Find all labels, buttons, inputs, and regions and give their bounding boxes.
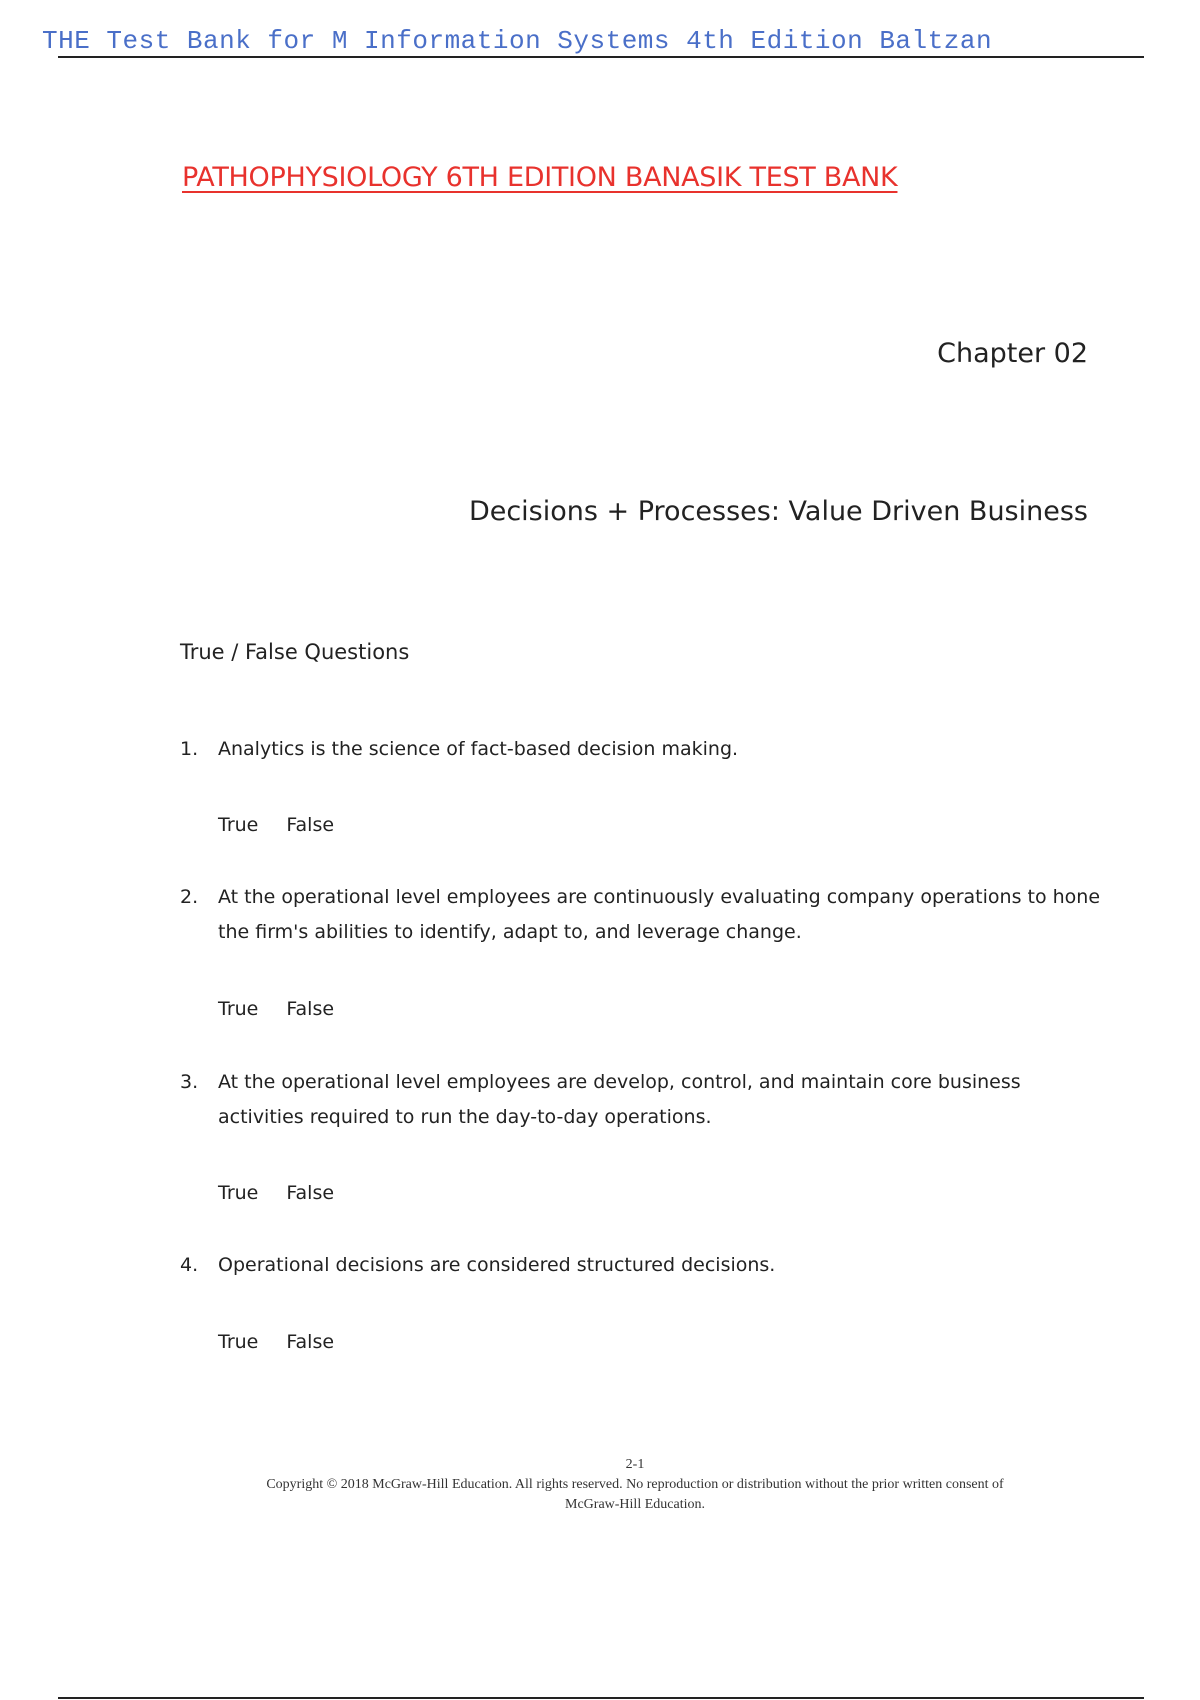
answer-true: True [218, 1182, 259, 1204]
chapter-number: Chapter 02 [937, 338, 1088, 369]
answer-true: True [218, 1331, 259, 1353]
question-4 [180, 1248, 1100, 1283]
question-text: At the operational level employees are develop, control, and maintain core business activities required to run the day-to-day operations. [218, 1071, 1021, 1128]
question-number: 2. [180, 886, 199, 908]
question-number: 1. [180, 738, 199, 760]
chapter-subtitle: Decisions + Processes: Value Driven Business [468, 496, 1088, 527]
answer-true: True [218, 998, 259, 1020]
page-number: 2-1 [625, 1457, 645, 1472]
footer-divider [58, 1697, 1144, 1699]
answer-false: False [286, 1331, 335, 1353]
answer-false: False [286, 998, 335, 1020]
document-title: PATHOPHYSIOLOGY 6TH EDITION BANASIK TEST BANK [182, 162, 898, 193]
copyright-line-2: McGraw-Hill Education. [565, 1497, 705, 1512]
question-text: At the operational level employees are continuously evaluating company operations to hone the firm's abilities to identify, adapt to, and leverage change. [218, 886, 1101, 943]
page-footer [200, 1455, 1070, 1515]
answer-options-3 [218, 1182, 334, 1204]
question-3 [180, 1065, 1100, 1135]
answer-false: False [286, 814, 335, 836]
answer-options-2 [218, 998, 334, 1020]
question-2 [180, 880, 1100, 950]
question-text: Analytics is the science of fact-based decision making. [218, 738, 739, 760]
header-divider [58, 56, 1144, 58]
question-number: 4. [180, 1254, 199, 1276]
answer-true: True [218, 814, 259, 836]
answer-false: False [286, 1182, 335, 1204]
header-link[interactable]: THE Test Bank for M Information Systems 4th Edition Baltzan [42, 26, 993, 56]
answer-options-1 [218, 814, 334, 836]
copyright-line-1: Copyright © 2018 McGraw-Hill Education. All rights reserved. No reproduction or distribution without the prior written consent of [266, 1477, 1004, 1492]
question-number: 3. [180, 1071, 199, 1093]
answer-options-4 [218, 1331, 334, 1353]
section-heading: True / False Questions [180, 640, 410, 664]
question-1 [180, 732, 1100, 767]
question-text: Operational decisions are considered structured decisions. [218, 1254, 776, 1276]
